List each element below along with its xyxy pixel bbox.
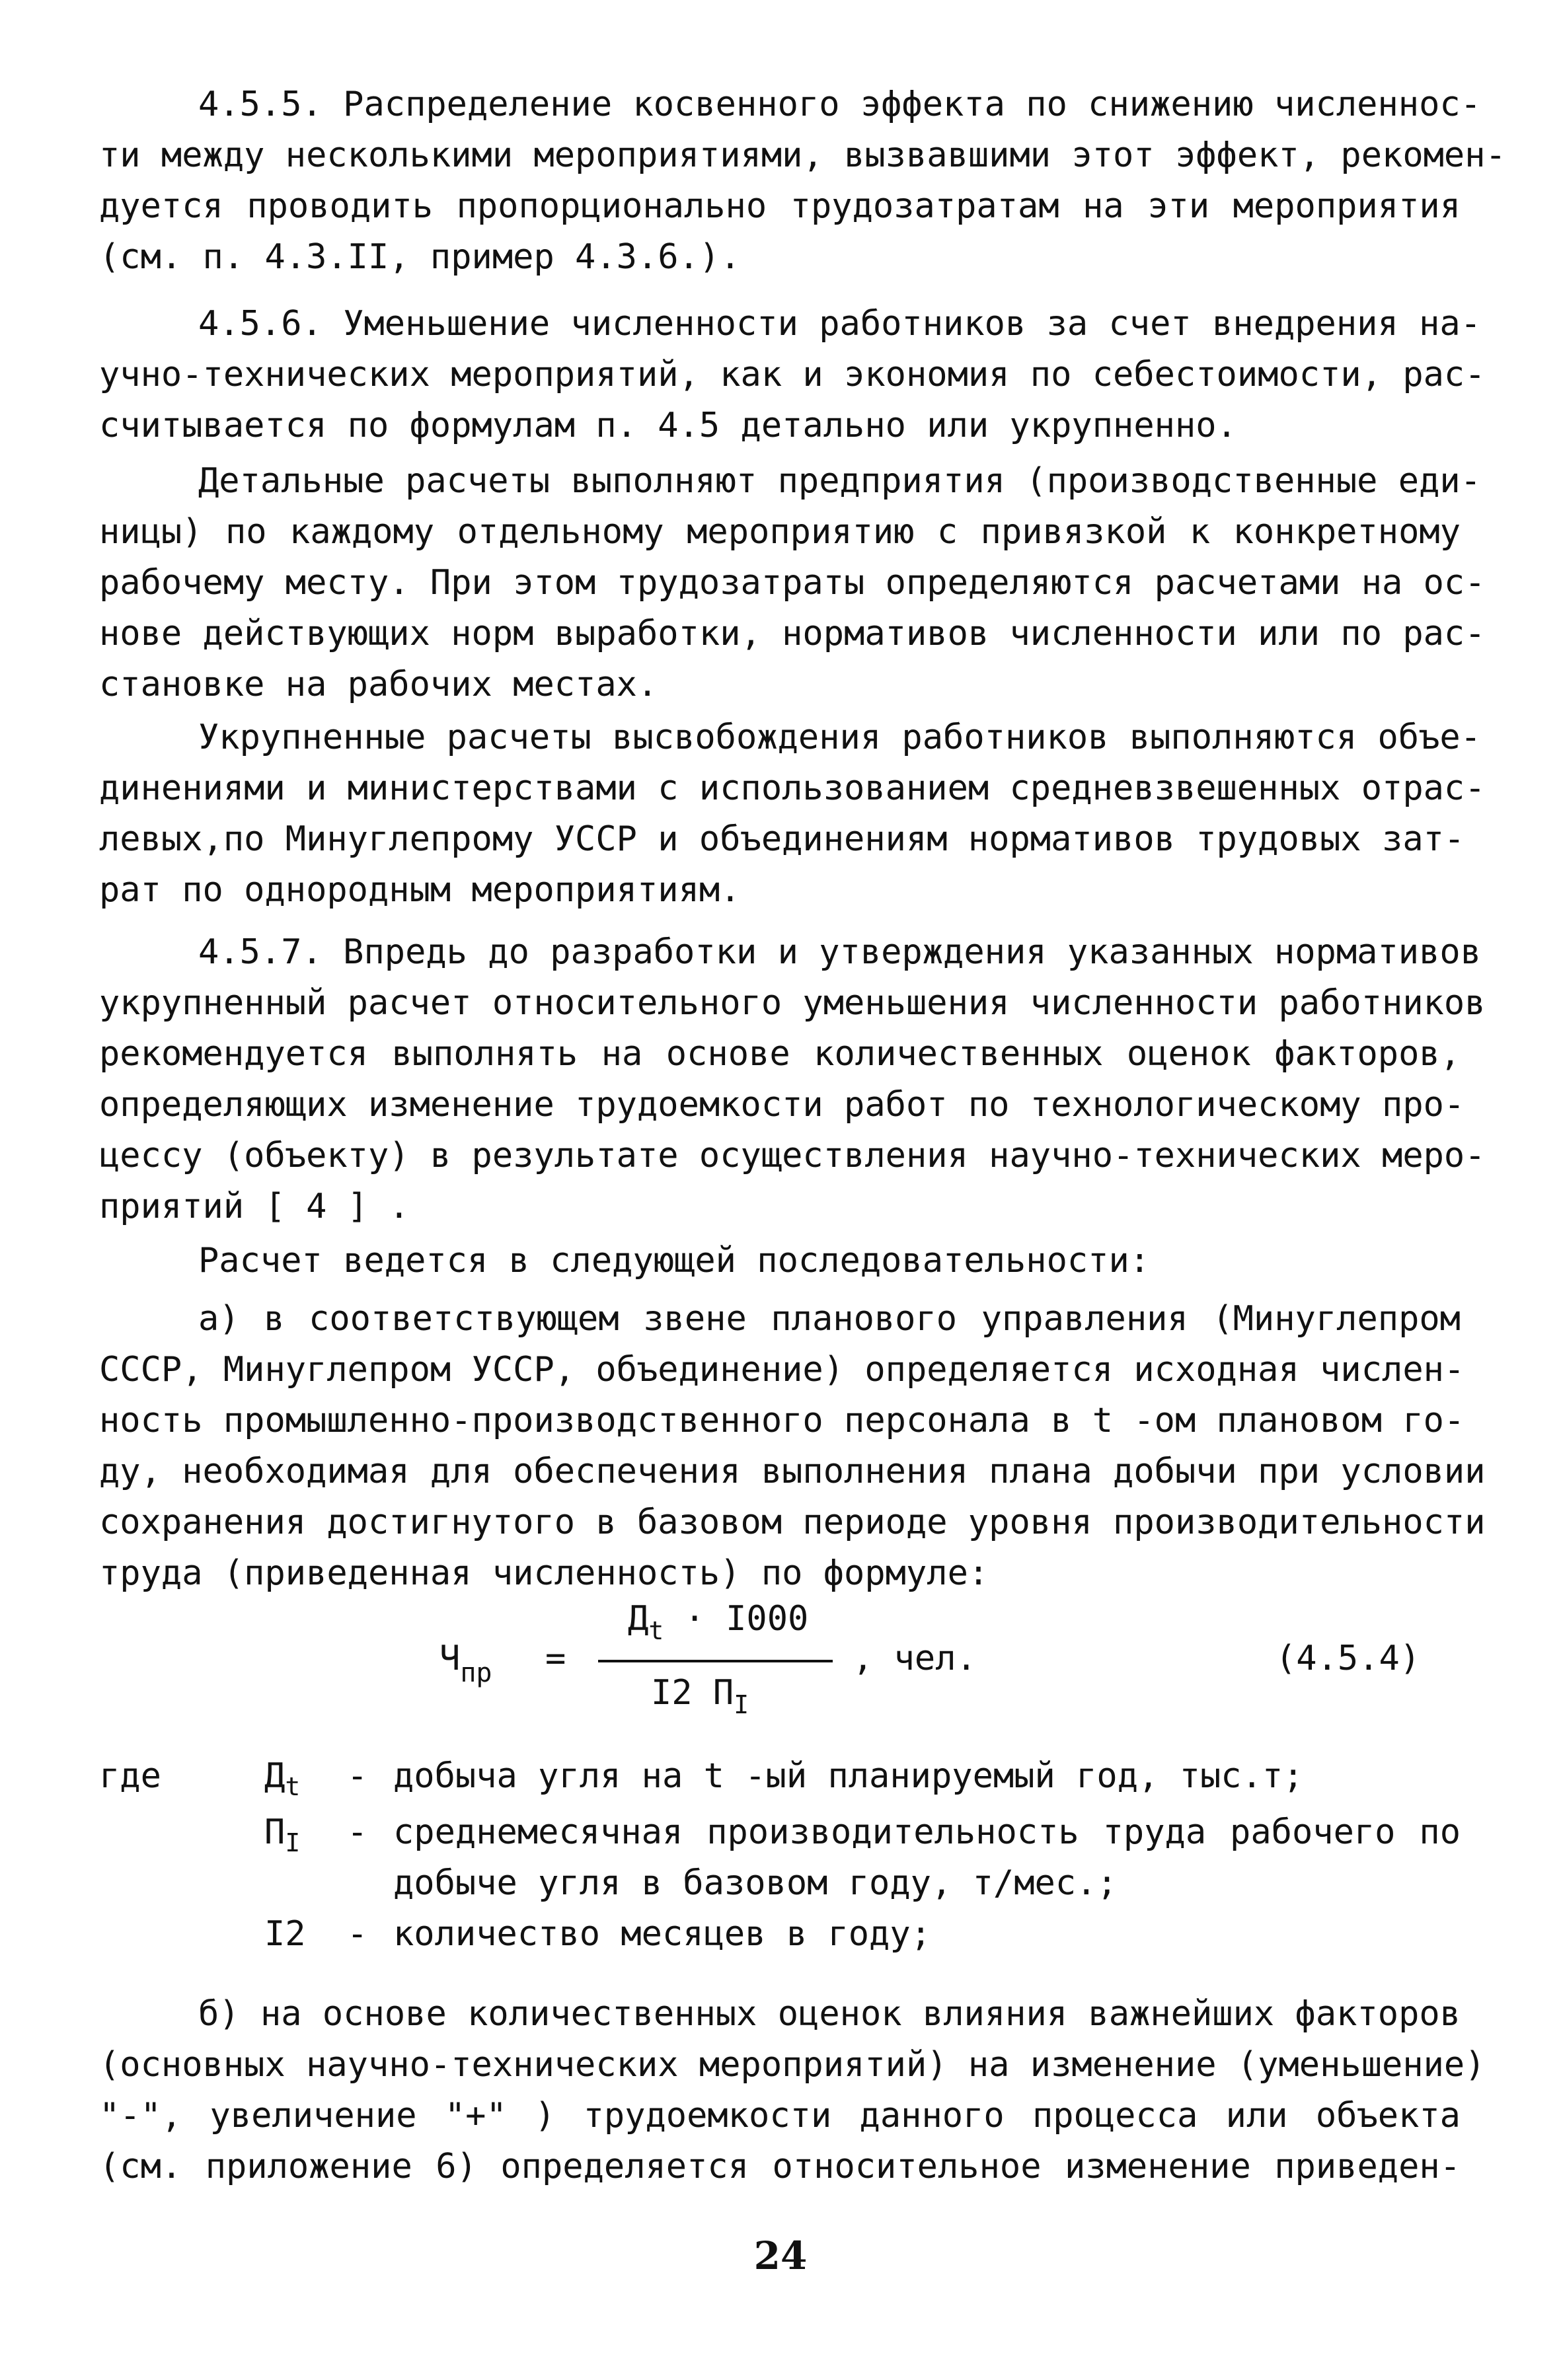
text-line: укрупненный расчет относительного уменьшения численности работников: [99, 983, 1486, 1023]
definition-text: среднемесячная производительность труда рабочего по: [393, 1812, 1461, 1852]
paragraph-item-b: [99, 1989, 1486, 2192]
text-line: ность промышленно-производственного персонала в t -ом плановом го-: [99, 1401, 1465, 1440]
formula-number: (4.5.4): [1275, 1639, 1421, 1678]
text-line: ду, необходимая для обеспечения выполнения плана добычи при условии: [99, 1452, 1486, 1491]
definition-row: [99, 1807, 1461, 1858]
text-line: (см. п. 4.3.II, пример 4.3.6.).: [99, 237, 741, 277]
text-line: цессу (объекту) в результате осуществления научно-технических меро-: [99, 1136, 1486, 1175]
formula-denominator: I2 $П_I$: [651, 1673, 749, 1719]
fraction-bar: [598, 1660, 833, 1662]
paragraph-4-5-7: [99, 927, 1486, 1232]
definition-symbol: $П_I$: [264, 1812, 301, 1857]
definition-text: количество месяцев в году;: [393, 1914, 931, 1954]
definition-row: [99, 1909, 1461, 1960]
formula-numerator: $Д_t \cdot I000$: [628, 1599, 809, 1645]
definition-symbol: I2: [264, 1914, 306, 1954]
definition-text: добыча угля на t -ый планируемый год, тыс.т;: [393, 1756, 1304, 1796]
text-line: СССР, Минуглепром УССР, объединение) определяется исходная числен-: [99, 1350, 1465, 1390]
text-line: становке на рабочих местах.: [99, 665, 658, 704]
paragraph-detailed-calc: [99, 456, 1486, 710]
definition-dash: -: [347, 1914, 368, 1954]
formula-equals: =: [545, 1639, 566, 1678]
formula-unit: , чел.: [853, 1639, 977, 1678]
where-label: где: [99, 1756, 161, 1796]
text-line: дуется проводить пропорционально трудозатратам на эти мероприятия: [99, 186, 1461, 226]
text-line: "-", увеличение "+" ) трудоемкости данного процесса или объекта: [99, 2096, 1461, 2136]
text-line: Детальные расчеты выполняют предприятия (производственные еди-: [198, 461, 1482, 501]
paragraph-4-5-6: [99, 299, 1486, 451]
formula-definitions: [99, 1751, 1461, 1960]
text-line: динениями и министерствами с использованием средневзвешенных отрас-: [99, 768, 1486, 808]
formula-4-5-4: [0, 1599, 1561, 1738]
text-line: Расчет ведется в следующей последовательности:: [198, 1241, 1151, 1281]
page-number: 24: [753, 2233, 808, 2278]
paragraph-item-a: [99, 1294, 1486, 1599]
paragraph-aggregated-calc: [99, 712, 1486, 916]
text-line: нове действующих норм выработки, нормативов численности или по рас-: [99, 614, 1486, 653]
text-line: (основных научно-технических мероприятий) на изменение (уменьшение): [99, 2045, 1486, 2085]
paragraph-sequence: [99, 1236, 1461, 1286]
text-line: ницы) по каждому отдельному мероприятию с привязкой к конкретному: [99, 512, 1461, 552]
text-line: учно-технических мероприятий, как и экономия по себестоимости, рас-: [99, 355, 1486, 394]
paragraph-4-5-5: [99, 79, 1506, 283]
text-line: 4.5.6. Уменьшение численности работников за счет внедрения на-: [198, 304, 1482, 344]
definition-dash: -: [347, 1756, 368, 1796]
definition-text: добыче угля в базовом году, т/мес.;: [393, 1863, 1118, 1903]
definition-symbol: $Д_t$: [264, 1756, 301, 1801]
definition-dash: -: [347, 1812, 368, 1852]
formula-lhs: $Ч_{пр}$: [439, 1639, 492, 1688]
text-line: определяющих изменение трудоемкости работ по технологическому про-: [99, 1085, 1465, 1125]
definition-row: [99, 1751, 1461, 1802]
text-line: б) на основе количественных оценок влияния важнейших факторов: [198, 1994, 1461, 2034]
text-line: левых,по Минуглепрому УССР и объединениям нормативов трудовых зат-: [99, 819, 1465, 859]
text-line: рат по однородным мероприятиям.: [99, 870, 741, 910]
text-line: рекомендуется выполнять на основе количественных оценок факторов,: [99, 1034, 1461, 1074]
text-line: приятий [ 4 ] .: [99, 1187, 410, 1226]
text-line: считывается по формулам п. 4.5 детально или укрупненно.: [99, 406, 1237, 445]
text-line: рабочему месту. При этом трудозатраты определяются расчетами на ос-: [99, 563, 1486, 603]
text-line: (см. приложение 6) определяется относительное изменение приведен-: [99, 2147, 1461, 2186]
text-line: Укрупненные расчеты высвобождения работников выполняются объе-: [198, 718, 1482, 757]
text-line: 4.5.5. Распределение косвенного эффекта по снижению численнос-: [198, 85, 1482, 124]
text-line: а) в соответствующем звене планового управления (Минуглепром: [198, 1299, 1461, 1339]
text-line: сохранения достигнутого в базовом периоде уровня производительности: [99, 1503, 1486, 1542]
text-line: труда (приведенная численность) по формуле:: [99, 1553, 989, 1593]
text-line: 4.5.7. Впредь до разработки и утверждения указанных нормативов: [198, 932, 1482, 972]
text-line: ти между несколькими мероприятиями, вызвавшими этот эффект, рекомен-: [99, 135, 1506, 175]
definition-row-continuation: [99, 1858, 1461, 1909]
